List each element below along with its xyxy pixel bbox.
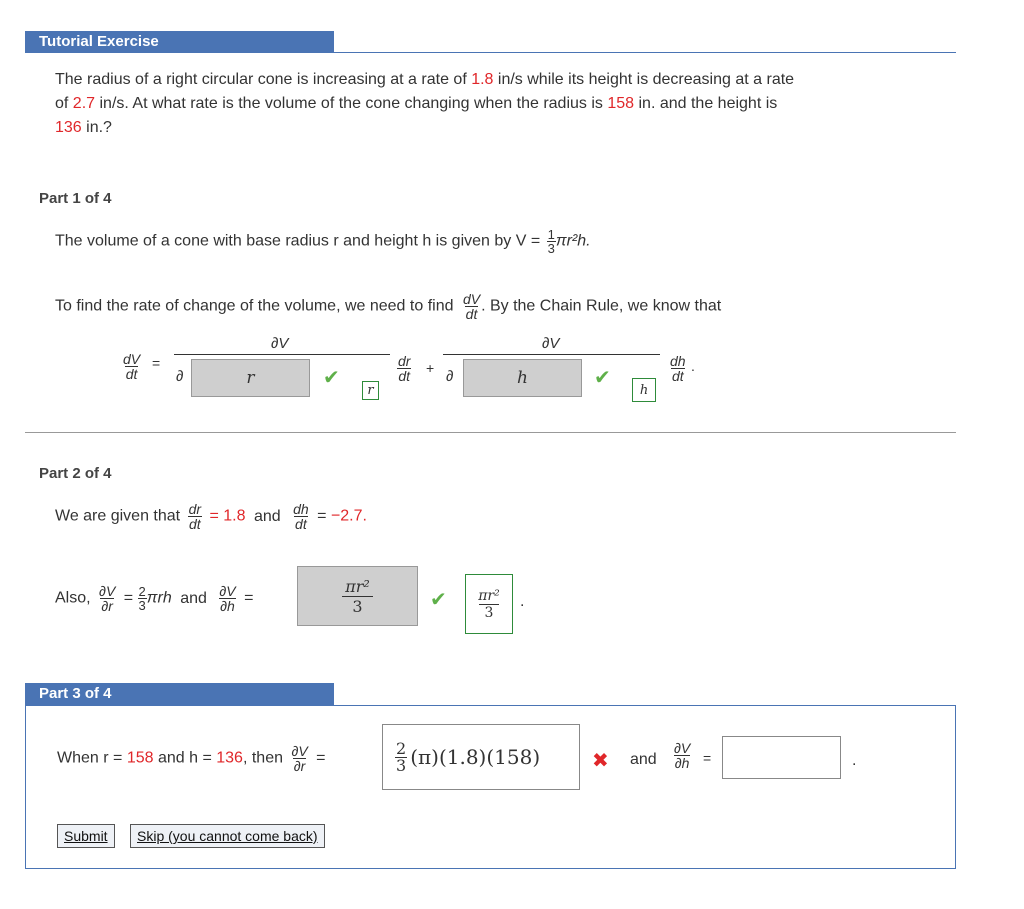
submit-button[interactable]: Submit [57, 824, 115, 848]
height-value: 136 [55, 119, 82, 136]
chain-end-dot: . [691, 358, 695, 374]
tutorial-header-tab [25, 31, 334, 53]
part3-incorrect-icon: ✖ [592, 750, 609, 772]
given-dhdt: $\frac{dh}{dt}$ [293, 501, 309, 532]
term2-answer-box[interactable]: h [463, 359, 582, 397]
part1-find-line: To find the rate of change of the volume, we need to find $\frac{dV}{dt}$ . By the Chain Rule, we know that [55, 291, 722, 322]
part1-title: Part 1 of 4 [39, 190, 112, 207]
term1-fraction-bar [174, 354, 390, 355]
part2-answer-box[interactable]: πr² 3 [297, 566, 418, 626]
part2-also-line: Also, $\frac{\partial V}{\partial r}$ = $\frac{2}{3}$ πrh and $\frac{\partial V}{\partial h}$ = [55, 583, 254, 614]
dVdh-fraction: $\frac{\partial V}{\partial h}$ [219, 583, 236, 614]
term2-partial-symbol: ∂ [446, 368, 454, 385]
term1-drdt: $\frac{dr}{dt}$ [398, 353, 411, 384]
part3-dVdr-fraction: $\frac{\partial V}{\partial r}$ [291, 743, 308, 774]
part2-correct-answer: πr² 3 [465, 574, 513, 634]
term1-correct-answer: r [362, 381, 379, 400]
problem-line-3: 136 in.? [55, 119, 112, 136]
term1-numerator-partial-V: ∂V [271, 335, 289, 352]
skip-button[interactable]: Skip (you cannot come back) [130, 824, 325, 848]
part3-and: and [630, 751, 657, 768]
two-thirds-fraction: $\frac{2}{3}$ [138, 584, 146, 613]
part2-period: . [520, 593, 525, 610]
part3-entry-fraction: $\frac{2}{3}$ [396, 738, 407, 775]
part3-header-tab [25, 683, 334, 706]
rate-radius: 1.8 [471, 71, 494, 88]
rate-height: 2.7 [72, 95, 96, 112]
term1-answer-box[interactable]: r [191, 359, 310, 397]
term1-check-icon: ✔ [323, 367, 340, 389]
chain-equals: = [152, 355, 161, 371]
problem-line-1: The radius of a right circular cone is increasing at a rate of 1.8 in/s while its height is decreasing at a rate [55, 71, 795, 88]
tutorial-header-title: Tutorial Exercise [39, 33, 159, 50]
part3-dVdh-equals: = [703, 750, 712, 766]
dVdt-fraction: $\frac{dV}{dt}$ [462, 291, 481, 322]
part2-given-line: We are given that $\frac{dr}{dt}$ = 1.8 and $\frac{dh}{dt}$ = −2.7. [55, 501, 367, 532]
part3-dVdr-input[interactable] [382, 724, 580, 790]
part3-h-value: 136 [216, 749, 243, 767]
chain-plus: + [426, 360, 435, 376]
part3-entry-text: (π)(1.8)(158) [410, 745, 541, 769]
part1-separator [25, 432, 956, 433]
part3-dVdh-input[interactable] [722, 736, 841, 779]
term2-check-icon: ✔ [594, 367, 611, 389]
one-third-fraction: $\frac{1}{3}$ [547, 227, 555, 256]
header-rule [25, 52, 956, 53]
problem-line-2: of 2.7 in/s. At what rate is the volume of the cone changing when the radius is 158 in. and the height is [55, 95, 778, 112]
chain-lhs-dVdt: $\frac{dV}{dt}$ [123, 351, 141, 382]
part3-title: Part 3 of 4 [39, 685, 112, 702]
term2-fraction-bar [443, 354, 660, 355]
dVdr-fraction: $\frac{\partial V}{\partial r}$ [99, 583, 116, 614]
given-drdt: $\frac{dr}{dt}$ [188, 501, 202, 532]
part3-r-value: 158 [126, 749, 154, 767]
given-drdt-value: = 1.8 [209, 507, 246, 525]
part3-when-line: When r = 158 and h = 136, then $\frac{\partial V}{\partial r}$ = [57, 743, 326, 774]
term2-numerator-partial-V: ∂V [542, 335, 560, 352]
part2-check-icon: ✔ [430, 589, 447, 611]
part3-period: . [852, 752, 857, 769]
radius-value: 158 [607, 95, 635, 112]
term2-correct-answer: h [632, 378, 656, 402]
part3-dVdh-fraction: $\frac{\partial V}{\partial h}$ [674, 740, 691, 771]
term2-dhdt: $\frac{dh}{dt}$ [670, 353, 686, 384]
part2-title: Part 2 of 4 [39, 465, 112, 482]
part1-volume-line: The volume of a cone with base radius r and height h is given by V = $\frac{1}{3}$ πr²h. [55, 227, 591, 256]
term1-partial-symbol: ∂ [176, 368, 184, 385]
given-dhdt-value: −2.7. [330, 507, 367, 525]
